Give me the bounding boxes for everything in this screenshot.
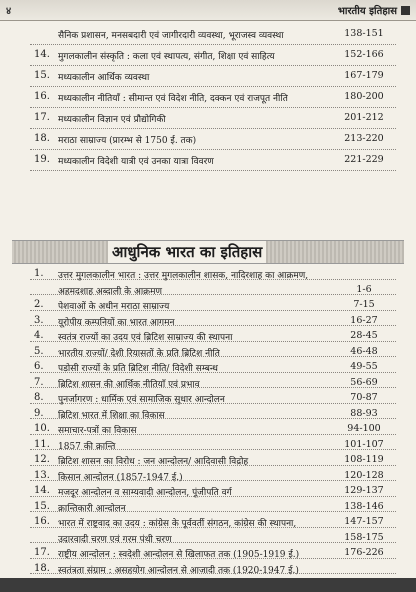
chapter-number: 1. [34, 268, 44, 279]
chapter-title: सैनिक प्रशासन, मनसबदारी एवं जागीरदारी व्यवस्था, भूराजस्व व्यवस्था [58, 31, 284, 41]
chapter-number: 11. [34, 438, 50, 450]
chapter-number: 4. [34, 330, 44, 341]
page-range: 7-15 [353, 299, 375, 310]
chapter-number: 13. [34, 469, 50, 481]
chapter-title: 1857 की क्रान्ति [58, 441, 116, 452]
page-range: 213-220 [344, 133, 384, 144]
chapter-number: 5. [34, 345, 44, 357]
chapter-number: 18. [34, 562, 50, 574]
toc-row [0, 264, 416, 280]
page-range: 180-200 [344, 91, 384, 102]
page-range: 101-107 [344, 438, 384, 450]
section-banner [12, 240, 404, 264]
toc-row [0, 24, 416, 45]
page-range: 158-175 [344, 531, 384, 543]
page-range: 56-69 [350, 376, 378, 388]
chapter-title: यूरोपीय कम्पनियों का भारत आगमन [58, 317, 175, 328]
page-header [0, 0, 416, 21]
chapter-title: ब्रिटिश शासन का विरोध : जन आन्दोलन/ आदिवासी विद्रोह [58, 457, 249, 467]
page-range: 176-226 [344, 547, 384, 558]
page-range: 138-146 [344, 500, 384, 512]
chapter-title: उत्तर मुगलकालीन भारत : उत्तर मुगलकालीन शासक, नादिरशाह का आक्रमण, [58, 271, 309, 281]
chapter-number: 16. [34, 91, 50, 102]
chapter-number: 17. [34, 547, 50, 558]
toc-row [0, 543, 416, 559]
chapter-title: मराठा साम्राज्य (प्रारम्भ से 1750 ई. तक) [58, 136, 197, 146]
row-divider [30, 573, 396, 574]
running-head-text: भारतीय इतिहास [337, 6, 397, 17]
page-range: 28-45 [350, 330, 378, 341]
square-icon [401, 6, 410, 15]
toc-row [0, 559, 416, 575]
chapter-title: भारतीय राज्यों/ देशी रियासतों के प्रति ब्रिटिश नीति [58, 348, 220, 359]
chapter-title: ब्रिटिश शासन की आर्थिक नीतियाँ एवं प्रभाव [58, 379, 200, 390]
page-range: 70-87 [350, 392, 378, 403]
chapter-title: पड़ोसी राज्यों के प्रति ब्रिटिश नीति/ विदेशी सम्बन्ध [58, 364, 218, 374]
toc-row [0, 404, 416, 420]
page-range: 129-137 [344, 485, 384, 496]
page-number: ४ [6, 6, 12, 17]
chapter-number: 15. [34, 70, 50, 81]
toc-row [0, 66, 416, 87]
toc-row [0, 45, 416, 66]
page-range: 16-27 [350, 314, 378, 326]
toc-row [0, 419, 416, 435]
toc-row [0, 528, 416, 544]
toc-row [0, 435, 416, 451]
toc-row [0, 280, 416, 296]
toc-row [0, 150, 416, 171]
chapter-title: किसान आन्दोलन (1857-1947 ई.) [58, 472, 183, 483]
chapter-title: राष्ट्रीय आन्दोलन : स्वदेशी आन्दोलन से खिलाफत तक (1905-1919 ई.) [58, 550, 300, 560]
toc-row [0, 466, 416, 482]
chapter-title: स्वतंत्रता संग्राम : असहयोग आन्दोलन से आजादी तक (1920-1947 ई.) [58, 565, 299, 576]
chapter-number: 16. [34, 516, 50, 527]
toc-row [0, 388, 416, 404]
chapter-title: स्वतंत्र राज्यों का उदय एवं ब्रिटिश साम्राज्य की स्थापना [58, 333, 233, 343]
chapter-title: ब्रिटिश भारत में शिक्षा का विकास [58, 410, 165, 421]
running-head [338, 3, 410, 17]
page-range: 49-55 [350, 361, 378, 372]
page-range: 167-179 [344, 70, 384, 81]
page-range: 201-212 [344, 112, 384, 123]
chapter-number: 7. [34, 376, 44, 388]
chapter-title: मध्यकालीन विदेशी यात्री एवं उनका यात्रा विवरण [58, 157, 214, 167]
page-bottom-edge [0, 578, 416, 592]
page-range: 221-229 [344, 154, 384, 165]
page-range: 108-119 [344, 454, 384, 465]
toc-row [0, 108, 416, 129]
toc-row [0, 295, 416, 311]
chapter-title: मध्यकालीन विज्ञान एवं प्रौद्योगिकी [58, 115, 166, 125]
chapter-title: समाचार-पत्रों का विकास [58, 426, 137, 436]
page-range: 46-48 [350, 345, 378, 357]
chapter-number: 8. [34, 392, 44, 403]
page-range: 152-166 [344, 49, 384, 60]
toc-row [0, 357, 416, 373]
page-range: 138-151 [344, 28, 384, 39]
chapter-number: 14. [34, 485, 50, 496]
chapter-title: मध्यकालीन आर्थिक व्यवस्था [58, 73, 150, 83]
toc-row [0, 129, 416, 150]
page-range: 94-100 [347, 423, 381, 434]
chapter-number: 6. [34, 361, 44, 372]
toc-row [0, 311, 416, 327]
chapter-title: पेशवाओं के अधीन मराठा साम्राज्य [58, 302, 170, 312]
toc-row [0, 481, 416, 497]
chapter-number: 12. [34, 454, 50, 465]
chapter-number: 10. [34, 423, 50, 434]
chapter-number: 3. [34, 314, 44, 326]
chapter-title: मुगलकालीन संस्कृति : कला एवं स्थापत्य, संगीत, शिक्षा एवं साहित्य [58, 52, 275, 62]
chapter-number: 15. [34, 500, 50, 512]
row-divider [30, 170, 396, 171]
section-title: आधुनिक भारत का इतिहास [108, 241, 266, 263]
chapter-title: क्रान्तिकारी आन्दोलन [58, 503, 126, 514]
chapter-number: 2. [34, 299, 44, 310]
toc-row [0, 450, 416, 466]
toc-row [0, 342, 416, 358]
chapter-title: भारत में राष्ट्रवाद का उदय : कांग्रेस के पूर्ववर्ती संगठन, कांग्रेस की स्थापना, [58, 519, 297, 529]
toc-row [0, 497, 416, 513]
chapter-number: 18. [34, 133, 50, 144]
chapter-title: अहमदशाह अब्दाली के आक्रमण [58, 286, 162, 297]
page-range: 120-128 [344, 469, 384, 481]
chapter-number: 14. [34, 49, 50, 60]
chapter-title: पुनर्जागरण : धार्मिक एवं सामाजिक सुधार आन्दोलन [58, 395, 225, 405]
page-range: 1-6 [356, 283, 372, 295]
chapter-number: 9. [34, 407, 44, 419]
page-range: 88-93 [350, 407, 378, 419]
toc-row [0, 326, 416, 342]
chapter-title: मध्यकालीन नीतियाँ : सीमान्त एवं विदेश नीति, दक्कन एवं राजपूत नीति [58, 94, 288, 104]
toc-row [0, 87, 416, 108]
toc-row [0, 512, 416, 528]
toc-row [0, 373, 416, 389]
chapter-number: 19. [34, 154, 50, 165]
chapter-title: मजदूर आन्दोलन व साम्यवादी आन्दोलन, पूंजीपति वर्ग [58, 488, 232, 498]
chapter-number: 17. [34, 112, 50, 123]
chapter-title: उदारवादी चरण एवं गरम पंथी चरण [58, 534, 172, 545]
page-range: 147-157 [344, 516, 384, 527]
